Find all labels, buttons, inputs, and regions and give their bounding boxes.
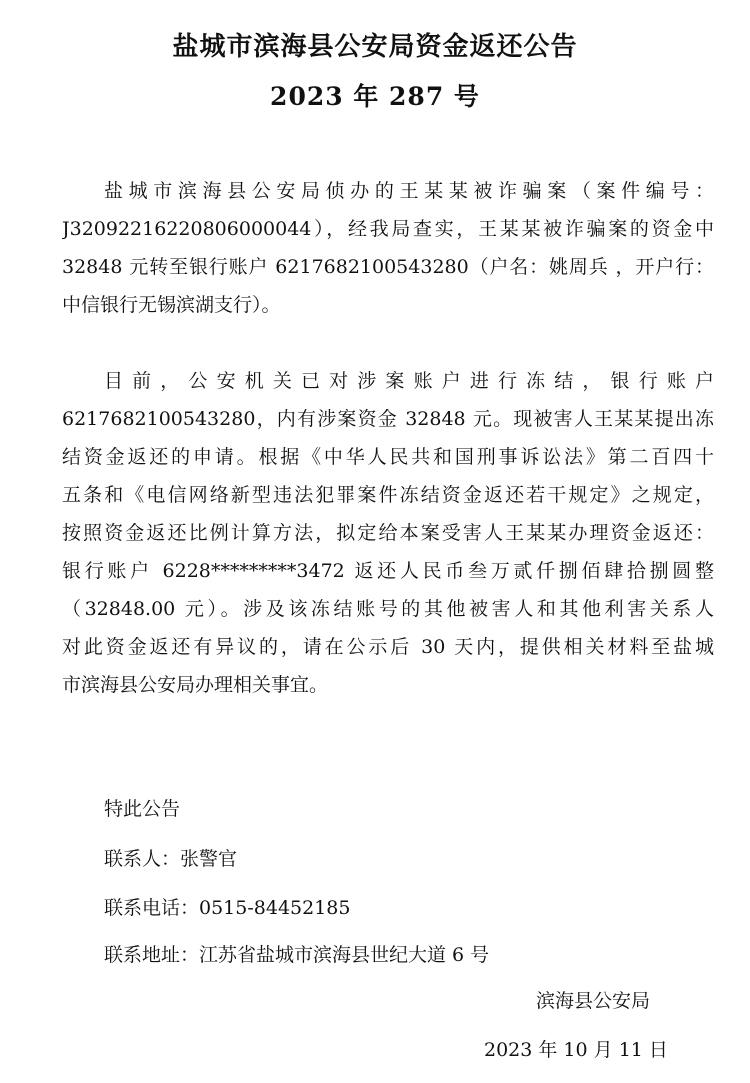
- paragraph-line: 32848 元转至银行账户 6217682100543280（户名：姚周兵 ，开户行：: [62, 256, 714, 278]
- paragraph-line: 中信银行无锡滨湖支行）。: [62, 294, 281, 316]
- issuing-organization: 滨海县公安局: [536, 990, 651, 1012]
- paragraph-line: 按照资金返还比例计算方法，拟定给本案受害人王某某办理资金返还：: [62, 522, 714, 544]
- paragraph-line: J32092216220806000044），经我局查实，王某某被诈骗案的资金中: [62, 218, 714, 240]
- document-title: 盐城市滨海县公安局资金返还公告: [172, 32, 578, 62]
- document-number: 2023 年 287 号: [270, 82, 480, 111]
- paragraph-line: 银行账户 6228*********3472 返还人民币叁万贰仟捌佰肆拾捌圆整: [62, 560, 714, 582]
- contact-phone: 联系电话：0515-84452185: [104, 897, 351, 919]
- paragraph-line: 对此资金返还有异议的，请在公示后 30 天内，提供相关材料至盐城: [62, 636, 714, 658]
- paragraph-line: 结资金返还的申请。根据《中华人民共和国刑事诉讼法》第二百四十: [62, 446, 714, 468]
- contact-person: 联系人：张警官: [104, 848, 238, 870]
- paragraph-line: 6217682100543280，内有涉案资金 32848 元。现被害人王某某提出冻: [62, 408, 714, 430]
- paragraph-line: 五条和《电信网络新型违法犯罪案件冻结资金返还若干规定》之规定，: [62, 484, 714, 506]
- paragraph-line: 目前，公安机关已对涉案账户进行冻结，银行账户: [104, 370, 714, 392]
- paragraph-line: 市滨海县公安局办理相关事宜。: [62, 674, 329, 696]
- contact-address: 联系地址：江苏省盐城市滨海县世纪大道 6 号: [104, 944, 490, 966]
- paragraph-refund-details: [62, 362, 714, 704]
- issue-date: 2023 年 10 月 11 日: [484, 1039, 668, 1061]
- paragraph-line: 盐城市滨海县公安局侦办的王某某被诈骗案（案件编号：: [104, 180, 714, 202]
- closing-notice: 特此公告: [104, 798, 181, 820]
- paragraph-case-details: [62, 172, 714, 324]
- paragraph-line: （32848.00 元）。涉及该冻结账号的其他被害人和其他利害关系人: [62, 598, 714, 620]
